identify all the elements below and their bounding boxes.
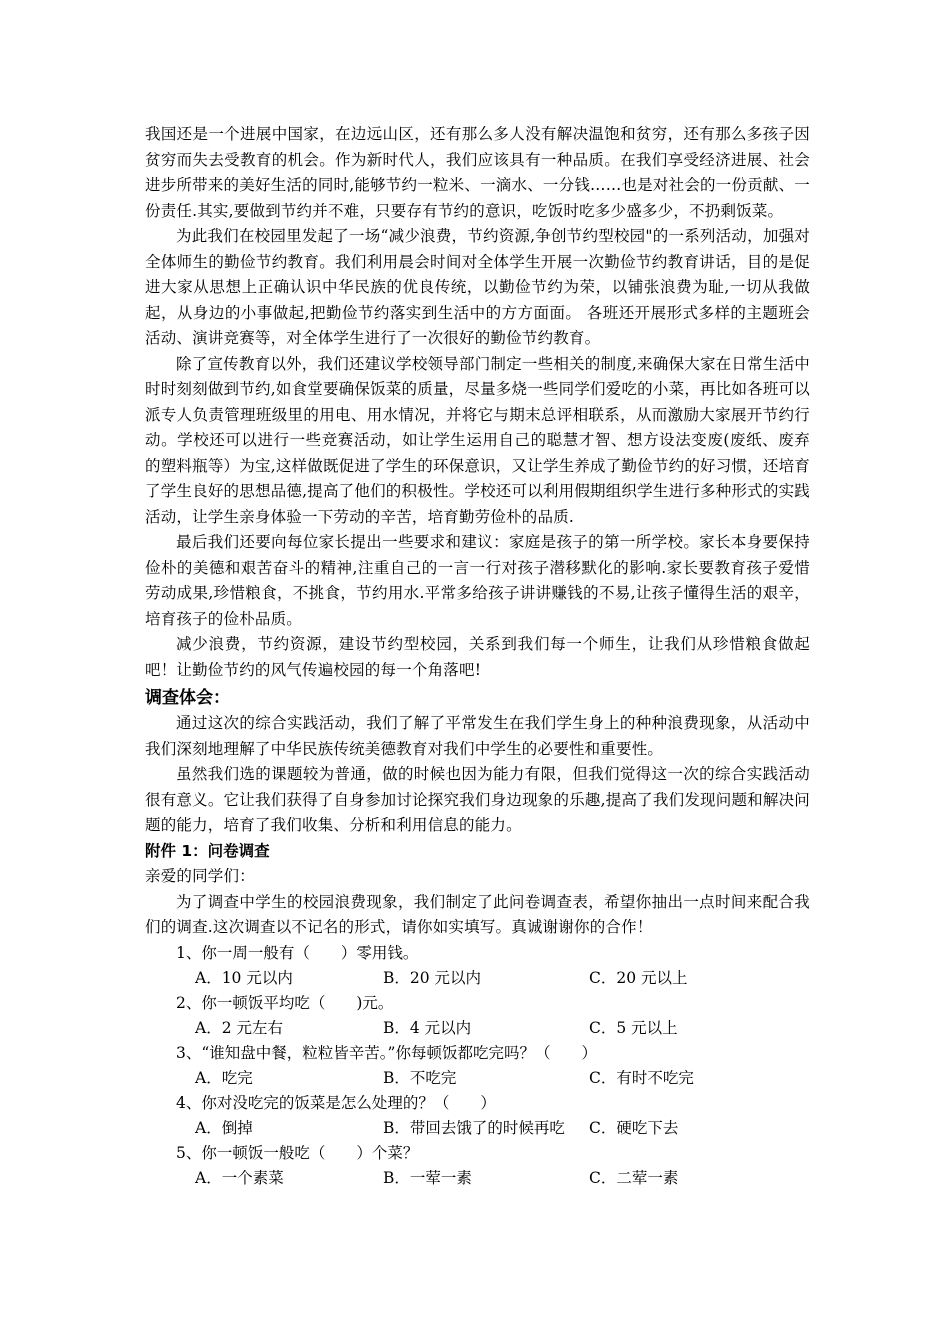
question-list <box>145 941 810 1191</box>
body-paragraph-5: 减少浪费，节约资源，建设节约型校园，关系到我们每一个师生，让我们从珍惜粮食做起吧！让勤俭节约的风气传遍校园的每一个角落吧! <box>145 635 810 679</box>
question-2: 2、你一顿饭平均吃（ )元。 <box>176 993 394 1012</box>
option-c: C．有时不吃完 <box>589 1068 694 1087</box>
option-a: A．一个素菜 <box>195 1168 284 1187</box>
question-5: 5、你一顿饭一般吃（ ）个菜？ <box>176 1143 419 1162</box>
question-2-options <box>145 1016 810 1041</box>
option-a: A．2 元左右 <box>195 1018 283 1037</box>
option-a: A．倒掉 <box>195 1118 253 1137</box>
document-body <box>145 122 810 1191</box>
option-b: B．带回去饿了的时候再吃 <box>383 1118 565 1137</box>
option-c: C．硬吃下去 <box>589 1118 679 1137</box>
option-b: B．不吃完 <box>383 1068 457 1087</box>
question-3: 3、“谁知盘中餐，粒粒皆辛苦。”你每顿饭都吃完吗？（ ） <box>176 1043 597 1062</box>
body-paragraph-3: 除了宣传教育以外，我们还建议学校领导部门制定一些相关的制度,来确保大家在日常生活中时时刻刻做到节约,如食堂要确保饭菜的质量，尽量多烧一些同学们爱吃的小菜，再比如各班可以派专人负责管理班级里的用电、用水情况，并将它与期末总评相联系，从而激励大家展开节约行动。学校还可以进行一些竞赛活动，如让学生运用自己的聪慧才智、想方设法变废(废纸、废弃的塑料瓶等）为宝,这样做既促进了学生的环保意识，又让学生养成了勤俭节约的好习惯，还培育了学生良好的思想品德,提高了他们的积极性。学校还可以利用假期组织学生进行多种形式的实践活动，让学生亲身体验一下劳动的辛苦，培育勤劳俭朴的品质. <box>145 354 810 526</box>
option-c: C．20 元以上 <box>589 968 688 987</box>
reflection-paragraph-1: 通过这次的综合实践活动，我们了解了平常发生在我们学生身上的种种浪费现象，从活动中我们深刻地理解了中华民族传统美德教育对我们中学生的必要性和重要性。 <box>145 714 810 758</box>
appendix-greeting: 亲爱的同学们： <box>145 867 255 885</box>
question-4-options <box>145 1116 810 1141</box>
question-4: 4、你对没吃完的饭菜是怎么处理的？（ ） <box>176 1093 496 1112</box>
question-1-options <box>145 966 810 991</box>
option-a: A．10 元以内 <box>195 968 293 987</box>
body-paragraph-4: 最后我们还要向每位家长提出一些要求和建议：家庭是孩子的第一所学校。家长本身要保持俭朴的美德和艰苦奋斗的精神,注重自己的一言一行对孩子潜移默化的影响.家长要教育孩子爱惜劳动成果,珍惜粮食，不挑食，节约用水.平常多给孩子讲讲赚钱的不易,让孩子懂得生活的艰辛，培育孩子的俭朴品质。 <box>145 533 810 628</box>
option-b: B．20 元以内 <box>383 968 482 987</box>
question-3-options <box>145 1066 810 1091</box>
option-b: B．一荤一素 <box>383 1168 472 1187</box>
body-paragraph-1: 我国还是一个进展中国家，在边远山区，还有那么多人没有解决温饱和贫穷，还有那么多孩子因贫穷而失去受教育的机会。作为新时代人，我们应该具有一种品质。在我们享受经济进展、社会进步所带来的美好生活的同时,能够节约一粒米、一滴水、一分钱……也是对社会的一份贡献、一份责任.其实,要做到节约并不难，只要存有节约的意识，吃饭时吃多少盛多少，不扔剩饭菜。 <box>145 125 810 220</box>
question-1: 1、你一周一般有（ ）零用钱。 <box>176 943 419 962</box>
reflection-paragraph-2: 虽然我们选的课题较为普通，做的时候也因为能力有限，但我们觉得这一次的综合实践活动很有意义。它让我们获得了自身参加讨论探究我们身边现象的乐趣,提高了我们发现问题和解决问题的能力，培育了我们收集、分析和利用信息的能力。 <box>145 765 810 834</box>
option-c: C．二荤一素 <box>589 1168 679 1187</box>
option-c: C．5 元以上 <box>589 1018 678 1037</box>
option-a: A．吃完 <box>195 1068 253 1087</box>
appendix-title: 附件 1：问卷调查 <box>145 841 270 860</box>
body-paragraph-2: 为此我们在校园里发起了一场“减少浪费，节约资源,争创节约型校园"的一系列活动，加强对全体师生的勤俭节约教育。我们利用晨会时间对全体学生开展一次勤俭节约教育讲话，目的是促进大家从思想上正确认识中华民族的优良传统，以勤俭节约为荣，以铺张浪费为耻,一切从我做起，从身边的小事做起,把勤俭节约落实到生活中的方方面面。 各班还开展形式多样的主题班会活动、演讲竞赛等，对全体学生进行了一次很好的勤俭节约教育。 <box>145 227 810 347</box>
question-5-options <box>145 1166 810 1191</box>
appendix-intro: 为了调查中学生的校园浪费现象，我们制定了此问卷调查表，希望你抽出一点时间来配合我们的调查.这次调查以不记名的形式，请你如实填写。真诚谢谢你的合作！ <box>145 892 810 936</box>
reflection-heading: 调查体会： <box>145 688 230 708</box>
option-b: B．4 元以内 <box>383 1018 472 1037</box>
